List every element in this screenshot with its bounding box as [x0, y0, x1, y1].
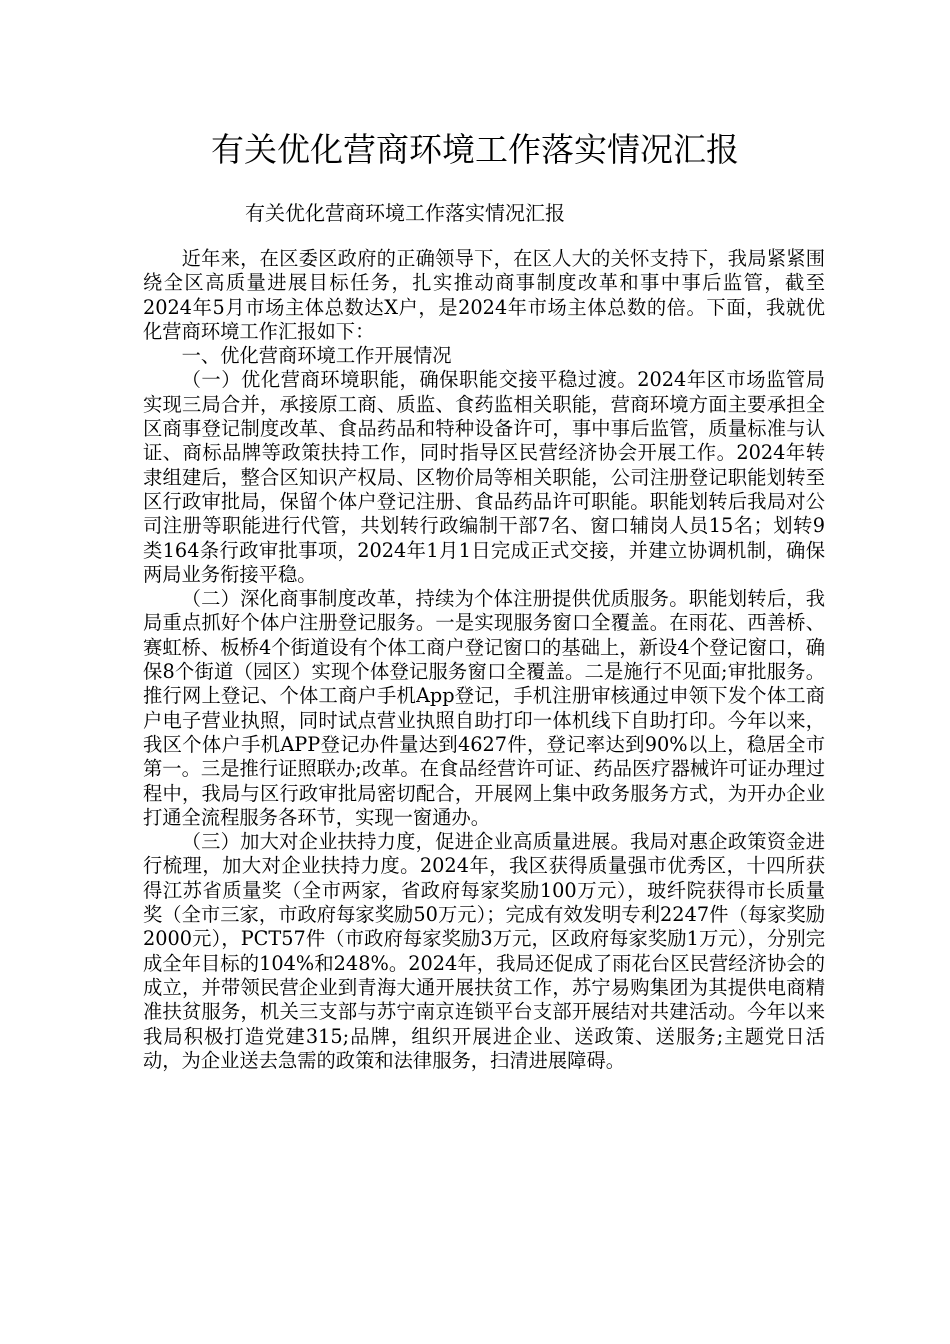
body-paragraph: （一）优化营商环境职能，确保职能交接平稳过渡。2024年区市场监管局实现三局合并，承接原工商、质监、食药监相关职能，营商环境方面主要承担全区商事登记制度改革、食品药品和特种设备许可，事中事后监管，质量标准与认证、商标品牌等政策扶持工作，同时指导区民营经济协会开展工作。2024年转隶组建后，整合区知识产权局、区物价局等相关职能，公司注册登记职能划转至区行政审批局，保留个体户登记注册、食品药品许可职能。职能划转后我局对公司注册等职能进行代管，共划转行政编制干部7名、窗口辅岗人员15名；划转9类164条行政审批事项，2024年1月1日完成正式交接，并建立协调机制，确保两局业务衔接平稳。 — [143, 368, 825, 586]
body-paragraph: （二）深化商事制度改革，持续为个体注册提供优质服务。职能划转后，我局重点抓好个体户注册登记服务。一是实现服务窗口全覆盖。在雨花、西善桥、赛虹桥、板桥4个街道设有个体工商户登记窗口的基础上，新设4个登记窗口，确保8个街道（园区）实现个体登记服务窗口全覆盖。二是施行不见面;审批服务。推行网上登记、个体工商户手机App登记，手机注册审核通过申领下发个体工商户电子营业执照，同时试点营业执照自助打印一体机线下自助打印。今年以来，我区个体户手机APP登记办件量达到4627件，登记率达到90%以上，稳居全市第一。三是推行证照联办;改革。在食品经营许可证、药品医疗器械许可证办理过程中，我局与区行政审批局密切配合，开展网上集中政务服务方式，为开办企业打通全流程服务各环节，实现一窗通办。 — [143, 587, 825, 829]
document-title: 有关优化营商环境工作落实情况汇报 — [211, 130, 739, 169]
document-body — [143, 247, 825, 1073]
intro-paragraph: 近年来，在区委区政府的正确领导下，在区人大的关怀支持下，我局紧紧围绕全区高质量进展目标任务，扎实推动商事制度改革和事中事后监管，截至2024年5月市场主体总数达X户，是2024年市场主体总数的倍。下面，我就优化营商环境工作汇报如下： — [143, 247, 825, 343]
document-subtitle: 有关优化营商环境工作落实情况汇报 — [245, 201, 565, 225]
section-heading: 一、优化营商环境工作开展情况 — [181, 344, 452, 368]
body-paragraph: （三）加大对企业扶持力度，促进企业高质量进展。我局对惠企政策资金进行梳理，加大对企业扶持力度。2024年，我区获得质量强市优秀区，十四所获得江苏省质量奖（全市两家，省政府每家奖励100万元），玻纤院获得市长质量奖（全市三家，市政府每家奖励50万元）；完成有效发明专利2247件（每家奖励2000元），PCT57件（市政府每家奖励3万元，区政府每家奖励1万元），分别完成全年目标的104%和248%。2024年，我局还促成了雨花台区民营经济协会的成立，并带领民营企业到青海大通开展扶贫工作，苏宁易购集团为其提供电商精准扶贫服务，机关三支部与苏宁南京连锁平台支部开展结对共建活动。今年以来我局积极打造党建315;品牌，组织开展进企业、送政策、送服务;主题党日活动，为企业送去急需的政策和法律服务，扫清进展障碍。 — [143, 830, 825, 1072]
